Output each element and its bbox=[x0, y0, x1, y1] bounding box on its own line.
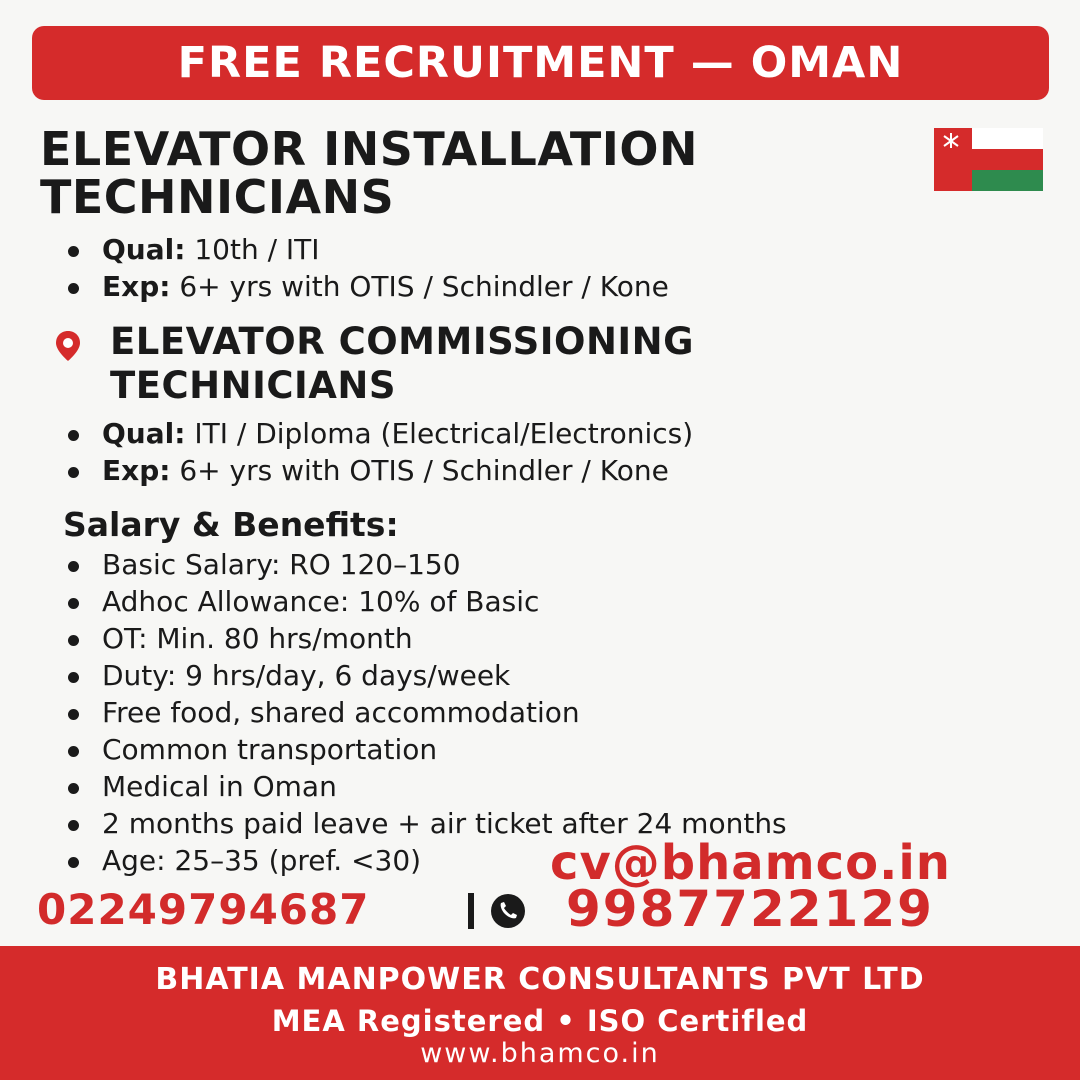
banner-title: FREE RECRUITMENT — OMAN bbox=[177, 38, 904, 88]
divider bbox=[468, 893, 474, 929]
phone-number-mobile[interactable]: 9987722129 bbox=[566, 880, 934, 938]
list-item: Duty: 9 hrs/day, 6 days/week bbox=[62, 657, 787, 694]
job2-title-line1: ELEVATOR COMMISSIONING bbox=[110, 320, 695, 363]
oman-flag-icon bbox=[934, 128, 1043, 191]
phone-number-landline[interactable]: 02249794687 bbox=[37, 885, 370, 934]
website-link[interactable]: www.bhamco.in bbox=[420, 1038, 660, 1069]
list-item: Age: 25–35 (pref. <30) bbox=[62, 842, 787, 879]
list-item: 2 months paid leave + air ticket after 24 months bbox=[62, 805, 787, 842]
list-item: Qual: ITI / Diploma (Electrical/Electronics) bbox=[62, 415, 693, 452]
list-item: Medical in Oman bbox=[62, 768, 787, 805]
location-pin-icon bbox=[55, 330, 81, 362]
list-item: OT: Min. 80 hrs/month bbox=[62, 620, 787, 657]
footer bbox=[0, 946, 1080, 1080]
list-item: Exp: 6+ yrs with OTIS / Schindler / Kone bbox=[62, 452, 693, 489]
job1-requirements bbox=[62, 231, 669, 305]
credentials: MEA Registered • ISO Certifled bbox=[271, 1004, 809, 1038]
salary-benefits-list bbox=[62, 546, 787, 879]
list-item: Common transportation bbox=[62, 731, 787, 768]
list-item: Free food, shared accommodation bbox=[62, 694, 787, 731]
list-item: Basic Salary: RO 120–150 bbox=[62, 546, 787, 583]
salary-heading: Salary & Benefits: bbox=[63, 505, 399, 544]
phone-icon bbox=[490, 893, 526, 929]
job1-title-line1: ELEVATOR INSTALLATION bbox=[40, 122, 698, 176]
job2-requirements bbox=[62, 415, 693, 489]
list-item: Exp: 6+ yrs with OTIS / Schindler / Kone bbox=[62, 268, 669, 305]
list-item: Qual: 10th / ITI bbox=[62, 231, 669, 268]
top-banner bbox=[32, 26, 1049, 100]
list-item: Adhoc Allowance: 10% of Basic bbox=[62, 583, 787, 620]
job1-title-line2: TECHNICIANS bbox=[40, 170, 395, 224]
email-link[interactable]: cv@bhamco.in bbox=[550, 835, 951, 891]
company-name: BHATIA MANPOWER CONSULTANTS PVT LTD bbox=[155, 962, 925, 997]
job2-title-line2: TECHNICIANS bbox=[110, 364, 397, 407]
